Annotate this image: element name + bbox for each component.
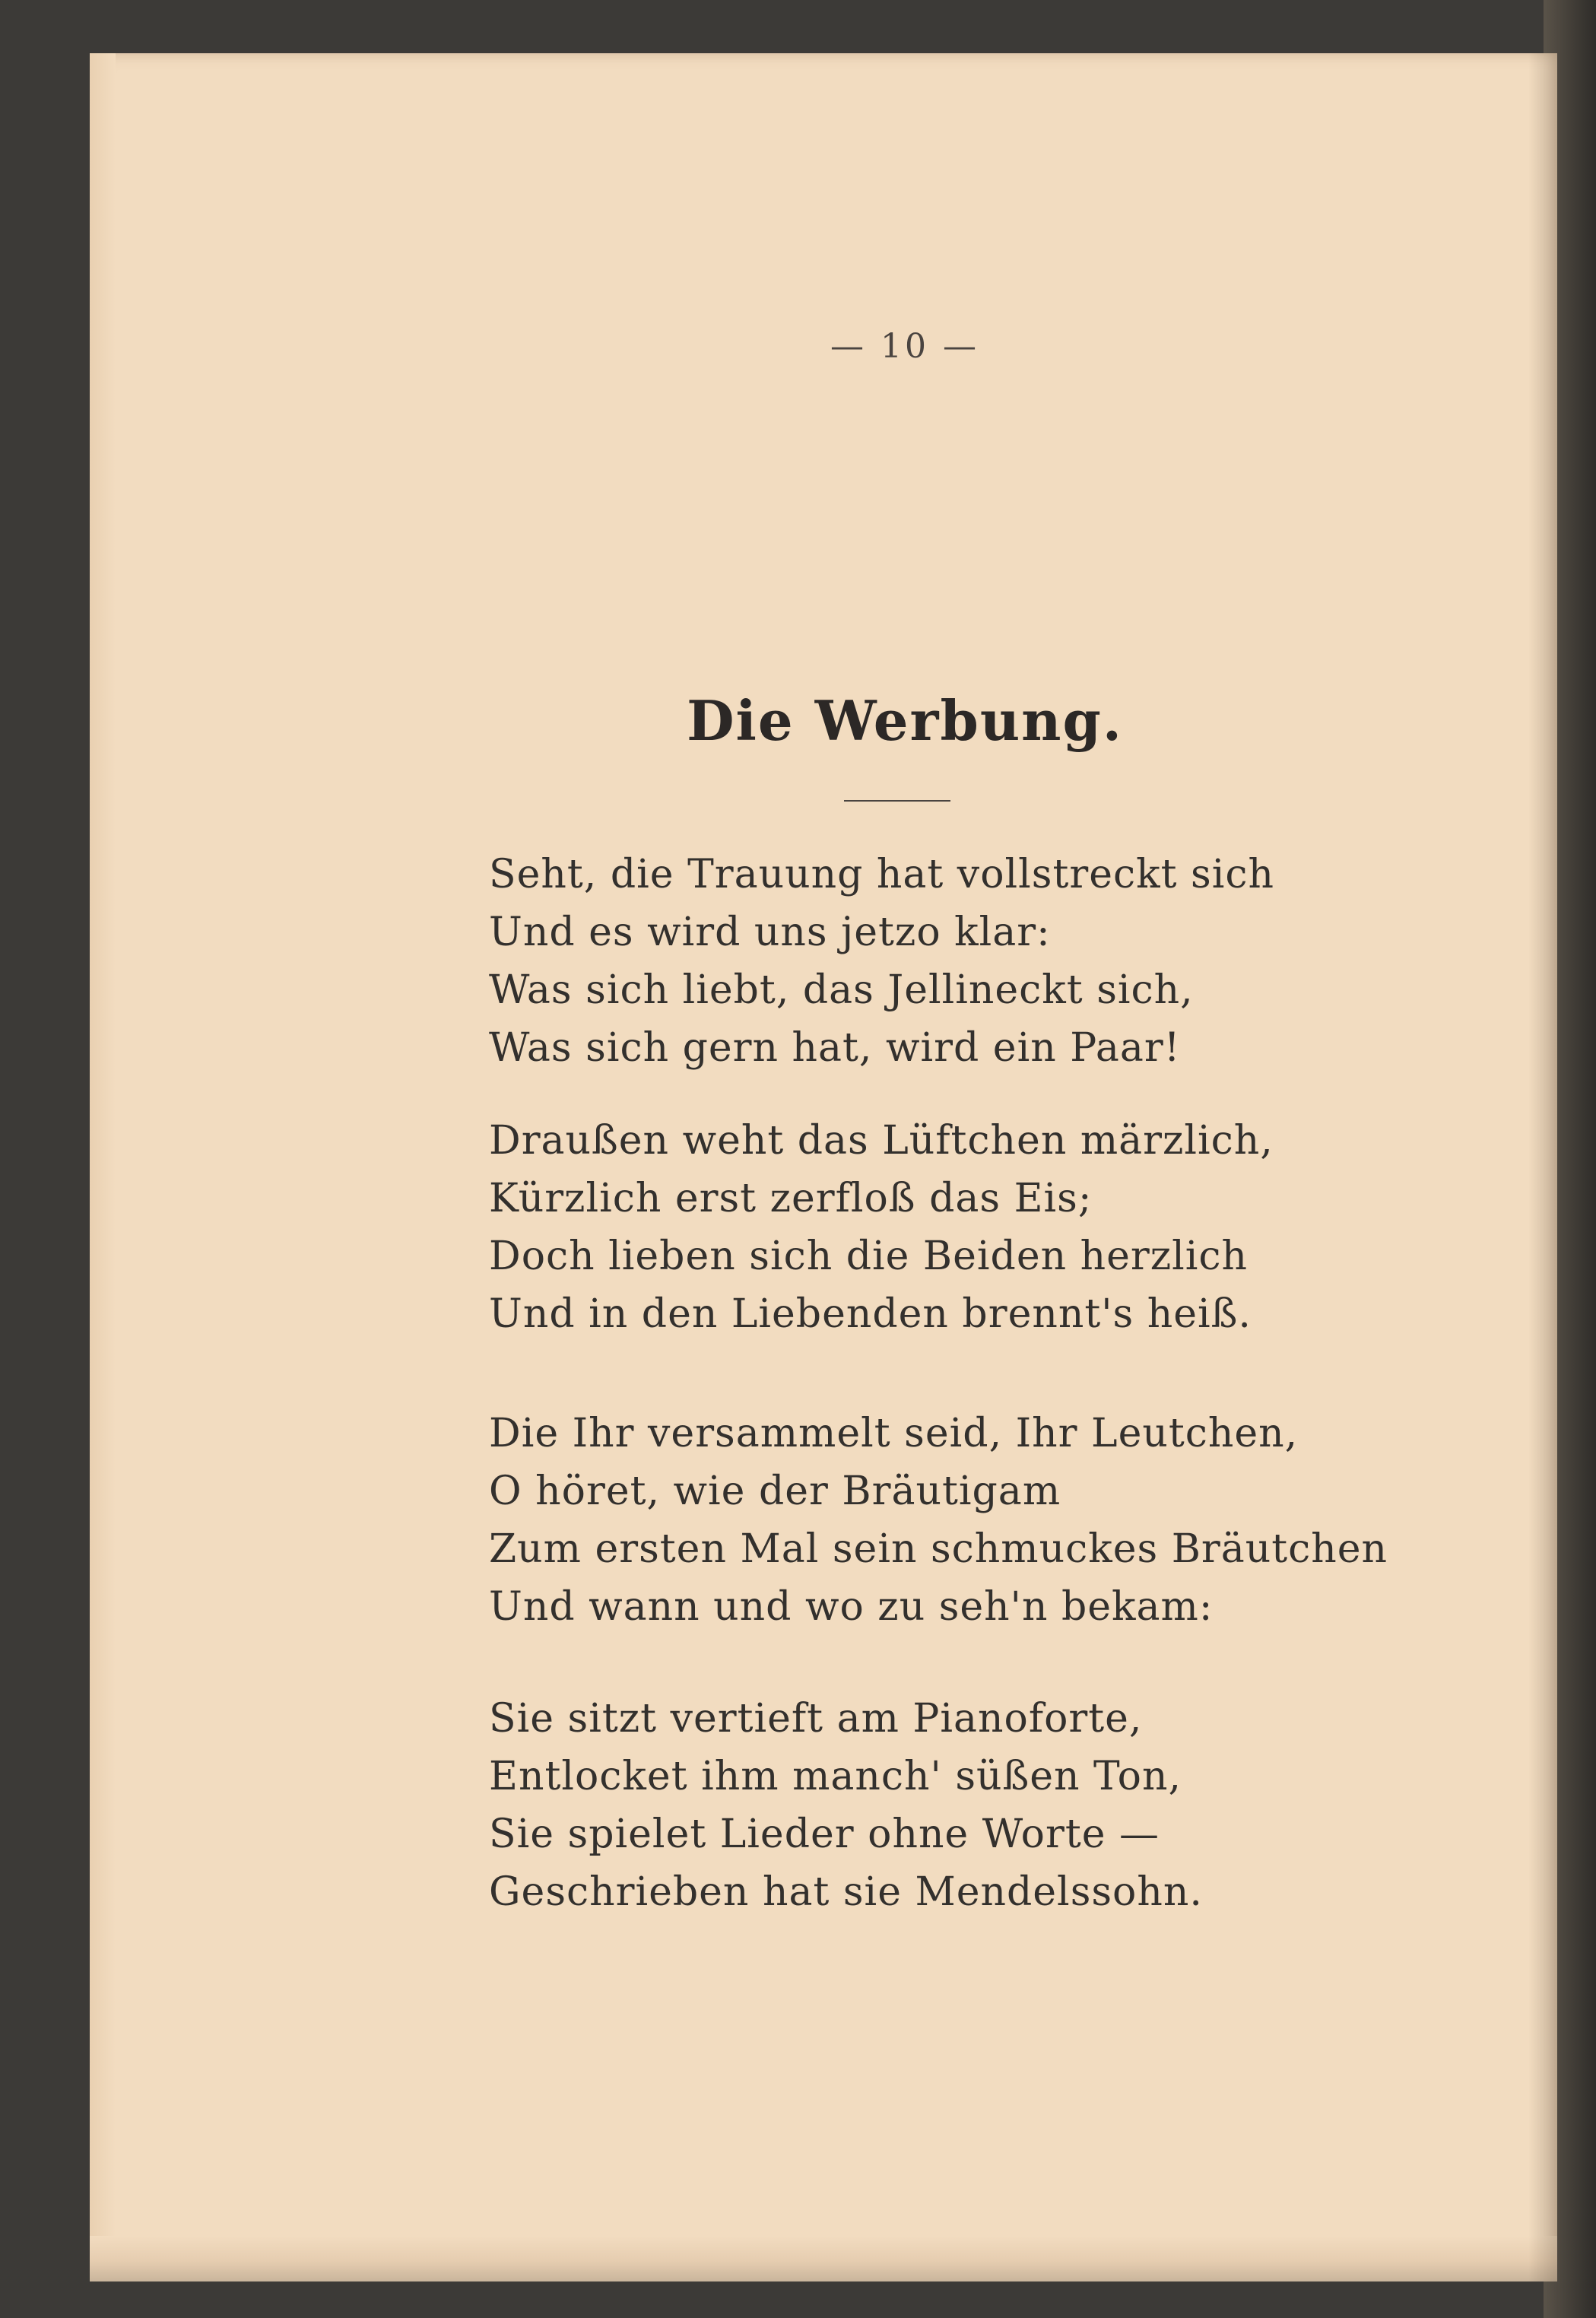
book-page — [90, 53, 1557, 2281]
stanza-3-line-2: O höret, wie der Bräutigam — [489, 1469, 1061, 1514]
stanza-2-line-4: Und in den Liebenden brennt's heiß. — [489, 1291, 1252, 1337]
stanza-2-line-3: Doch lieben sich die Beiden herzlich — [489, 1234, 1249, 1279]
stanza-3-line-4: Und wann und wo zu seh'n bekam: — [489, 1584, 1214, 1630]
stanza-1-line-1: Seht, die Trauung hat vollstreckt sich — [489, 852, 1274, 897]
page-bottom-edge — [90, 2236, 1557, 2281]
stanza-3-line-1: Die Ihr versammelt seid, Ihr Leutchen, — [489, 1411, 1299, 1456]
page-left-edge — [90, 53, 116, 2281]
stanza-4-line-2: Entlocket ihm manch' süßen Ton, — [489, 1754, 1182, 1799]
page-number: — 10 — — [830, 327, 979, 366]
stanza-1-line-2: Und es wird uns jetzo klar: — [489, 910, 1051, 955]
stanza-1-line-3: Was sich liebt, das Jellineckt sich, — [489, 967, 1194, 1013]
stanza-4-line-4: Geschrieben hat sie Mendelssohn. — [489, 1869, 1203, 1915]
title-divider — [844, 800, 950, 802]
stanza-4-line-1: Sie sitzt vertieft am Pianoforte, — [489, 1696, 1143, 1742]
stanza-2-line-2: Kürzlich erst zerfloß das Eis; — [489, 1176, 1093, 1221]
stanza-2-line-1: Draußen weht das Lüftchen märzlich, — [489, 1118, 1274, 1164]
stanza-4-line-3: Sie spielet Lieder ohne Worte — — [489, 1812, 1160, 1857]
spine-shadow — [1528, 53, 1557, 2281]
stanza-1-line-4: Was sich gern hat, wird ein Paar! — [489, 1025, 1181, 1071]
poem-title: Die Werbung. — [687, 688, 1123, 753]
stanza-3-line-3: Zum ersten Mal sein schmuckes Bräutchen — [489, 1526, 1388, 1572]
